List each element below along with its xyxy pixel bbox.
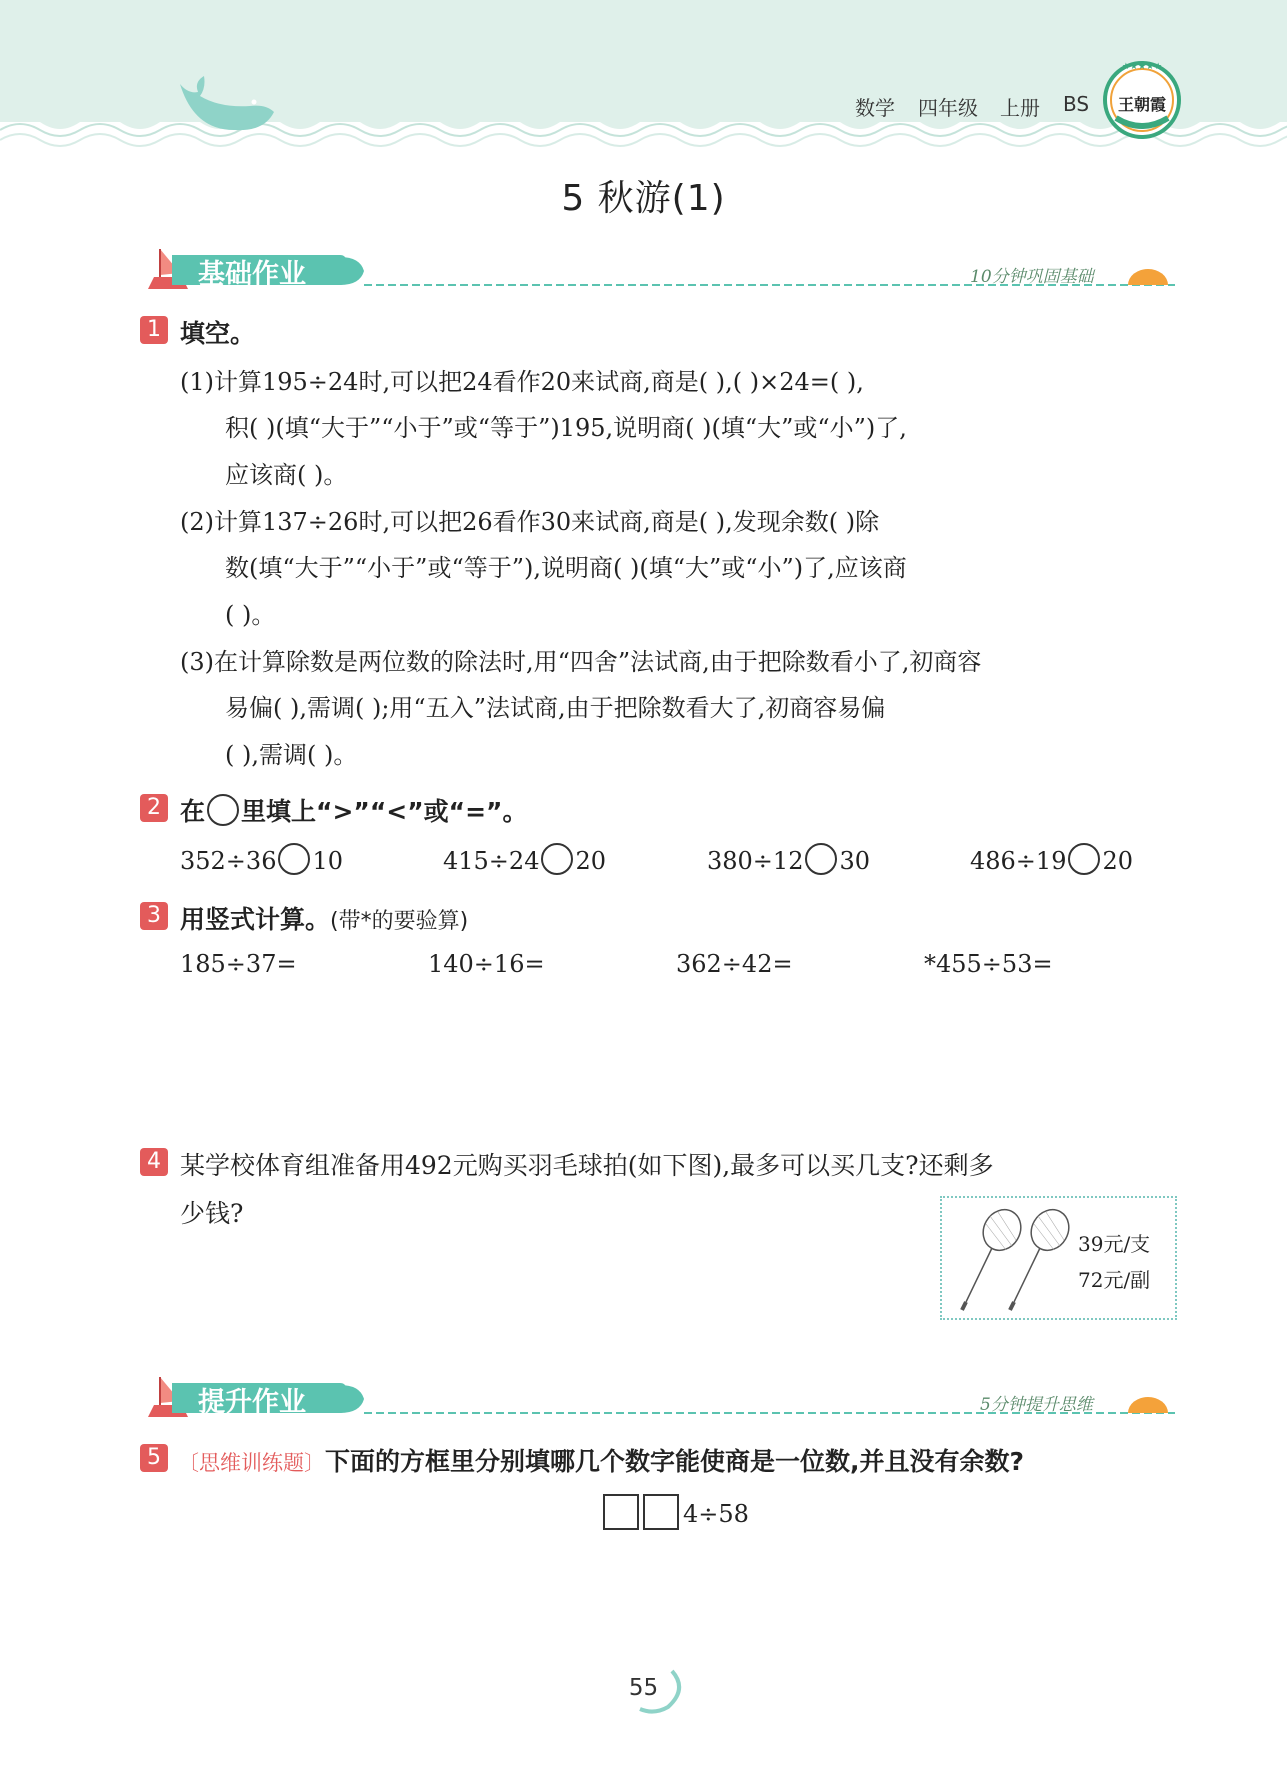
q3-item-3: 362÷42= [676, 950, 793, 978]
q1-line-2: 积( )(填“大于”“小于”或“等于”)195,说明商( )(填“大”或“小”)了, [225, 414, 907, 442]
page-number: 55 [628, 1675, 659, 1701]
whale-icon [170, 72, 280, 132]
question-number-5: 5 [140, 1444, 168, 1472]
q2-item-3: 380÷12 30 [707, 843, 870, 875]
q1-line-4: (2)计算137÷26时,可以把26看作30来试商,商是( ),发现余数( )除 [180, 508, 880, 536]
page-title: 5 秋游(1) [561, 178, 726, 219]
question-2-title: 在 里填上“>”“<”或“=”。 [180, 792, 527, 828]
q1-line-1: (1)计算195÷24时,可以把24看作20来试商,商是( ),( )×24=( ), [180, 368, 864, 396]
price-per-pair: 72元/副 [1078, 1268, 1151, 1292]
price-per-piece: 39元/支 [1078, 1232, 1151, 1256]
answer-circle[interactable] [805, 843, 837, 875]
answer-box[interactable] [603, 1494, 639, 1530]
q1-line-7: (3)在计算除数是两位数的除法时,用“四舍”法试商,由于把除数看小了,初商容 [180, 648, 982, 676]
question-1-title: 填空。 [180, 319, 256, 348]
section-subtitle-advanced: 5分钟提升思维 [980, 1395, 1093, 1415]
q2-item-4: 486÷19 20 [970, 843, 1133, 875]
question-number-1: 1 [140, 316, 168, 344]
q3-item-4: *455÷53= [924, 950, 1053, 978]
q4-line-1: 某学校体育组准备用492元购买羽毛球拍(如下图),最多可以买几支?还剩多 [180, 1151, 994, 1180]
answer-circle[interactable] [278, 843, 310, 875]
question-5-title: 〔思维训练题〕下面的方框里分别填哪几个数字能使商是一位数,并且没有余数? [178, 1447, 1025, 1476]
edition-label: BS [1063, 92, 1090, 116]
subject-label: 数学 [855, 96, 895, 120]
question-number-2: 2 [140, 794, 168, 822]
question-number-4: 4 [140, 1148, 168, 1176]
badminton-racket-icon [950, 1206, 1070, 1314]
price-card [940, 1196, 1177, 1320]
grade-label: 四年级 [918, 96, 978, 120]
q3-item-1: 185÷37= [180, 950, 297, 978]
q1-line-9: ( ),需调( )。 [225, 741, 358, 769]
logo-text: 王朝霞 [1117, 95, 1166, 114]
q4-line-2: 少钱? [180, 1199, 244, 1228]
q2-item-2: 415÷24 20 [443, 843, 606, 875]
answer-circle-icon [207, 794, 239, 826]
section-subtitle-basic: 10分钟巩固基础 [970, 267, 1094, 287]
q3-item-2: 140÷16= [428, 950, 545, 978]
answer-box[interactable] [643, 1494, 679, 1530]
volume-label: 上册 [1000, 96, 1040, 120]
answer-circle[interactable] [1068, 843, 1100, 875]
q1-line-6: ( )。 [225, 601, 276, 629]
q1-line-3: 应该商( )。 [225, 461, 348, 489]
section-title-basic: 基础作业 [198, 259, 306, 290]
answer-circle[interactable] [541, 843, 573, 875]
q5-expression: 4÷58 [603, 1494, 749, 1530]
q1-line-8: 易偏( ),需调( );用“五入”法试商,由于把除数看大了,初商容易偏 [225, 694, 886, 722]
question-number-3: 3 [140, 902, 168, 930]
q1-line-5: 数(填“大于”“小于”或“等于”),说明商( )(填“大”或“小”)了,应该商 [225, 554, 907, 582]
question-5-tag: 〔思维训练题〕 [178, 1451, 325, 1475]
question-3-title: 用竖式计算。(带*的要验算) [180, 905, 469, 934]
svg-text:★★★★★: ★★★★★ [1121, 62, 1163, 72]
question-3-note: (带*的要验算) [330, 909, 469, 934]
section-title-advanced: 提升作业 [198, 1387, 306, 1418]
q2-item-1: 352÷36 10 [180, 843, 343, 875]
